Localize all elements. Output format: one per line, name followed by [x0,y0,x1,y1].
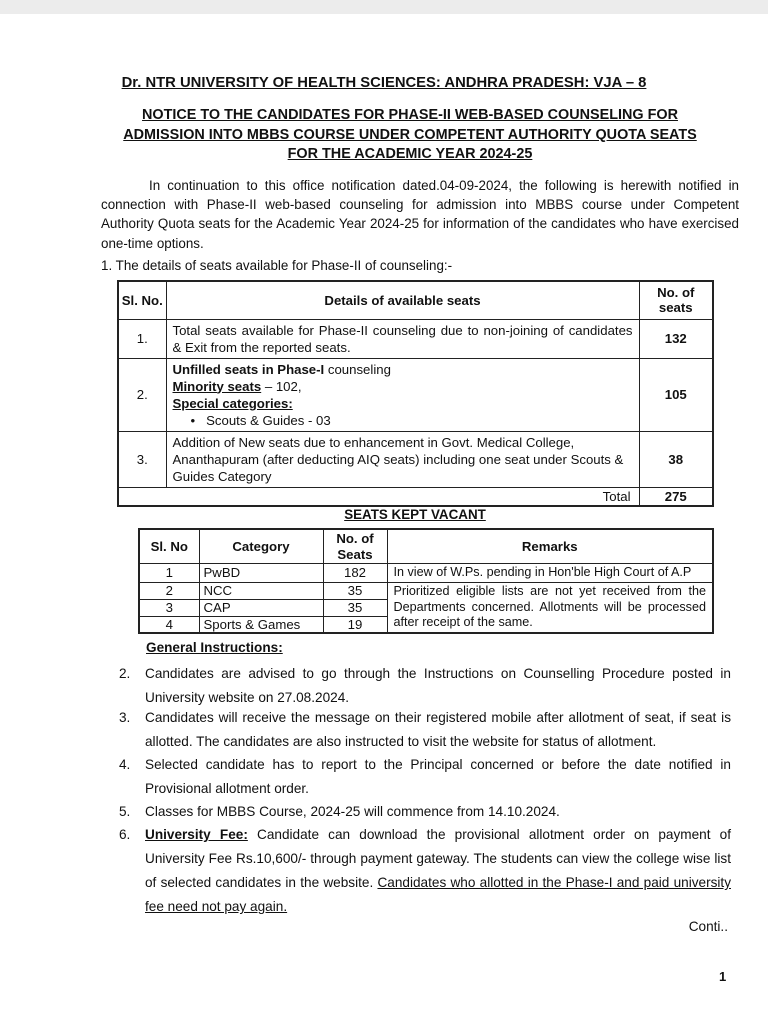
instruction-item: 4. Selected candidate has to report to the Principal concerned or before the date notified in Provisional allotment order. [119,757,731,796]
scan-edge [0,0,768,14]
table-row: 1. Total seats available for Phase-II counseling due to non-joining of candidates & Exit from the reported seats. 132 [118,319,713,358]
table-row: 2 NCC 35 Prioritized eligible lists are not yet received from the Departments concerned. Allotments will be processed after receipt of the same. [139,582,713,599]
instruction-item: 2. Candidates are advised to go through the Instructions on Counselling Procedure posted in University website on 27.08.2024. [119,666,731,705]
table-row: 3. Addition of New seats due to enhancement in Govt. Medical College, Ananthapuram (after deducting AIQ seats) including one seat under Scouts & Guides Category 38 [118,431,713,487]
instruction-item: 6. University Fee: Candidate can download the provisional allotment order on payment of University Fee Rs.10,600/- through payment gateway. The students can view the college wise list of selected candidates in the website. Candidates who allotted in the Phase-I and paid university fee need not pay again. [119,827,731,914]
table-row: 1 PwBD 182 In view of W.Ps. pending in Hon'ble High Court of A.P [139,564,713,583]
university-fee-label: University Fee: [145,827,248,842]
col-details-header: Details of available seats [166,281,639,319]
col-no-header: No. of seats [639,281,713,319]
instruction-item: 5. Classes for MBBS Course, 2024-25 will commence from 14.10.2024. [119,804,560,819]
page-number: 1 [719,969,727,984]
continued-note: Conti.. [688,919,728,934]
table-row: 2. Unfilled seats in Phase-I counseling Minority seats – 102, Special categories: • Scouts & Guides - 03 105 [118,358,713,431]
col-sl-header: Sl. No. [118,281,166,319]
table-row: 4 Sports & Games 19 [139,616,713,633]
instruction-item: 3. Candidates will receive the message on their registered mobile after allotment of seat, if seat is allotted. The candidates are also instructed to visit the website for status of allotment. [119,710,731,749]
notice-heading: NOTICE TO THE CANDIDATES FOR PHASE-II WEB-BASED COUNSELING FOR ADMISSION INTO MBBS COURSE UNDER COMPETENT AUTHORITY QUOTA SEATS FOR THE ACADEMIC YEAR 2024-25 [123,107,697,162]
total-row: Total 275 [118,487,713,506]
university-heading: Dr. NTR UNIVERSITY OF HEALTH SCIENCES: ANDHRA PRADESH: VJA – 8 [121,75,647,91]
vacant-seats-table: Sl. No Category No. of Seats Remarks 1 PwBD 182 In view of W.Ps. pending in Hon'ble High Court of A.P 2 NCC 35 Prioritized eligible lists are not yet received from the Departments concerned. Allotments will be processed after receipt of the same. 3 CAP 35 4 Sports & Games 19 [138,528,714,634]
seats-kept-vacant-title: SEATS KEPT VACANT [344,507,486,522]
general-instructions-title: General Instructions: [146,640,283,655]
intro-paragraph: In continuation to this office notification dated.04-09-2024, the following is herewith notified in connection with Phase-II web-based counseling for admission into MBBS course under Competent Authority Quota seats for the Academic Year 2024-25 for information of the candidates who have exercised one-time options. [101,178,739,251]
item-1-heading: 1. The details of seats available for Phase-II of counseling:- [101,258,453,273]
table-row: 3 CAP 35 [139,599,713,616]
seats-available-table [117,280,714,507]
